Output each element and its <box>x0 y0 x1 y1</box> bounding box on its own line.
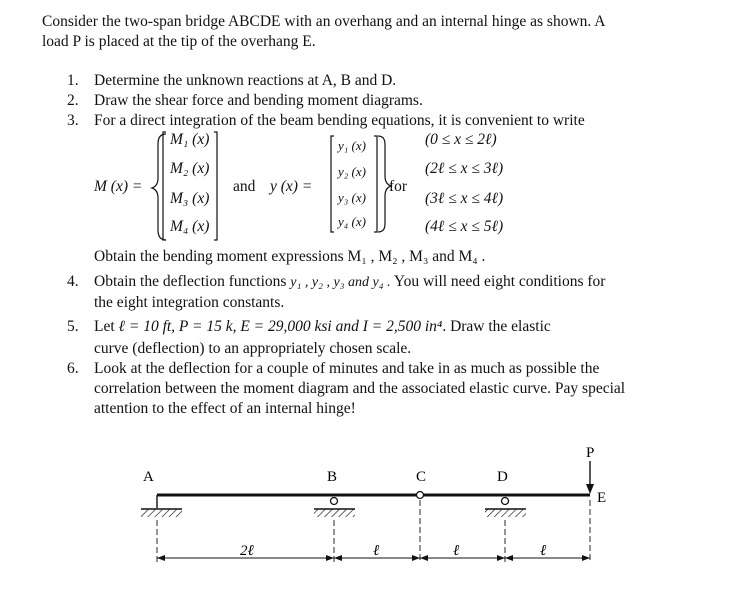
dim-AB: 2ℓ <box>240 543 254 559</box>
item-5-line-1 <box>94 317 551 337</box>
M-of-x-label: M (x) = <box>94 178 143 195</box>
dim-DE: ℓ <box>540 543 547 559</box>
item-3-text: For a direct integration of the beam bending equations, it is convenient to write <box>94 112 585 129</box>
item-4-line-1 <box>94 272 605 293</box>
item-1-number: 1. <box>67 72 79 89</box>
label-P: P <box>586 445 595 461</box>
item-6-line-3: attention to the effect of an internal hinge! <box>94 400 356 417</box>
dim-CD: ℓ <box>453 543 460 559</box>
range-4: (4ℓ ≤ x ≤ 5ℓ) <box>425 218 504 235</box>
y2-entry: y₂ (x) <box>338 164 366 179</box>
hinge-C <box>417 492 424 499</box>
item-4-line-2: the eight integration constants. <box>94 294 285 311</box>
item-3-number: 3. <box>67 112 79 129</box>
support-B <box>314 498 355 518</box>
item-3-obtain-text: Obtain the bending moment expressions M₁ , M₂ , M₃ and M₄ . <box>94 248 486 265</box>
item-5-line-2: curve (deflection) to an appropriately chosen scale. <box>94 340 412 357</box>
label-D: D <box>497 469 508 485</box>
M2-entry: M₂ (x) <box>170 160 210 177</box>
dim-BC: ℓ <box>373 543 380 559</box>
y3-entry: y₃ (x) <box>338 190 366 205</box>
range-3: (3ℓ ≤ x ≤ 4ℓ) <box>425 190 504 207</box>
intro-line-2: load P is placed at the tip of the overhang E. <box>42 33 316 50</box>
y4-entry: y₄ (x) <box>338 214 366 229</box>
range-1: (0 ≤ x ≤ 2ℓ) <box>425 131 497 148</box>
item-5-givens: ℓ = 10 ft, P = 15 k, E = 29,000 ksi and I = 2,500 in⁴ <box>118 318 443 335</box>
load-P-arrow <box>586 461 594 494</box>
item-6-line-1: Look at the deflection for a couple of minutes and take in as much as possible the <box>94 360 600 377</box>
label-C: C <box>416 469 427 485</box>
item-4-tail: You will need eight conditions for <box>393 273 606 290</box>
for-word: for <box>389 178 408 195</box>
intro-paragraph <box>42 12 702 52</box>
y1-entry: y₁ (x) <box>338 138 366 153</box>
y-of-x-label: y (x) = <box>270 178 313 195</box>
item-6-line-2: correlation between the moment diagram and the associated elastic curve. Pay special <box>94 380 626 397</box>
item-5-number: 5. <box>67 318 79 335</box>
label-E: E <box>597 490 607 506</box>
item-2-text: Draw the shear force and bending moment diagrams. <box>94 92 423 109</box>
item-4-vars: y₁ , y₂ , y₃ and y₄ . <box>290 275 391 290</box>
item-5-prefix: Let <box>94 318 115 335</box>
item-6-number: 6. <box>67 360 79 377</box>
M3-entry: M₃ (x) <box>170 190 210 207</box>
label-B: B <box>327 469 338 485</box>
range-2: (2ℓ ≤ x ≤ 3ℓ) <box>425 160 504 177</box>
and-word: and <box>233 178 256 195</box>
M1-entry: M₁ (x) <box>170 131 210 148</box>
beam-diagram <box>0 438 739 598</box>
M4-entry: M₄ (x) <box>170 218 210 235</box>
item-1-text: Determine the unknown reactions at A, B and D. <box>94 72 397 89</box>
item-2-number: 2. <box>67 92 79 109</box>
item-4-lead: Obtain the deflection functions <box>94 273 287 290</box>
support-A <box>141 495 182 517</box>
item-4-number: 4. <box>67 273 79 290</box>
label-A: A <box>143 469 154 485</box>
support-D <box>485 498 526 518</box>
item-5-suffix: . Draw the elastic <box>442 318 551 335</box>
intro-line-1: Consider the two-span bridge ABCDE with an overhang and an internal hinge as shown. A <box>42 13 606 30</box>
